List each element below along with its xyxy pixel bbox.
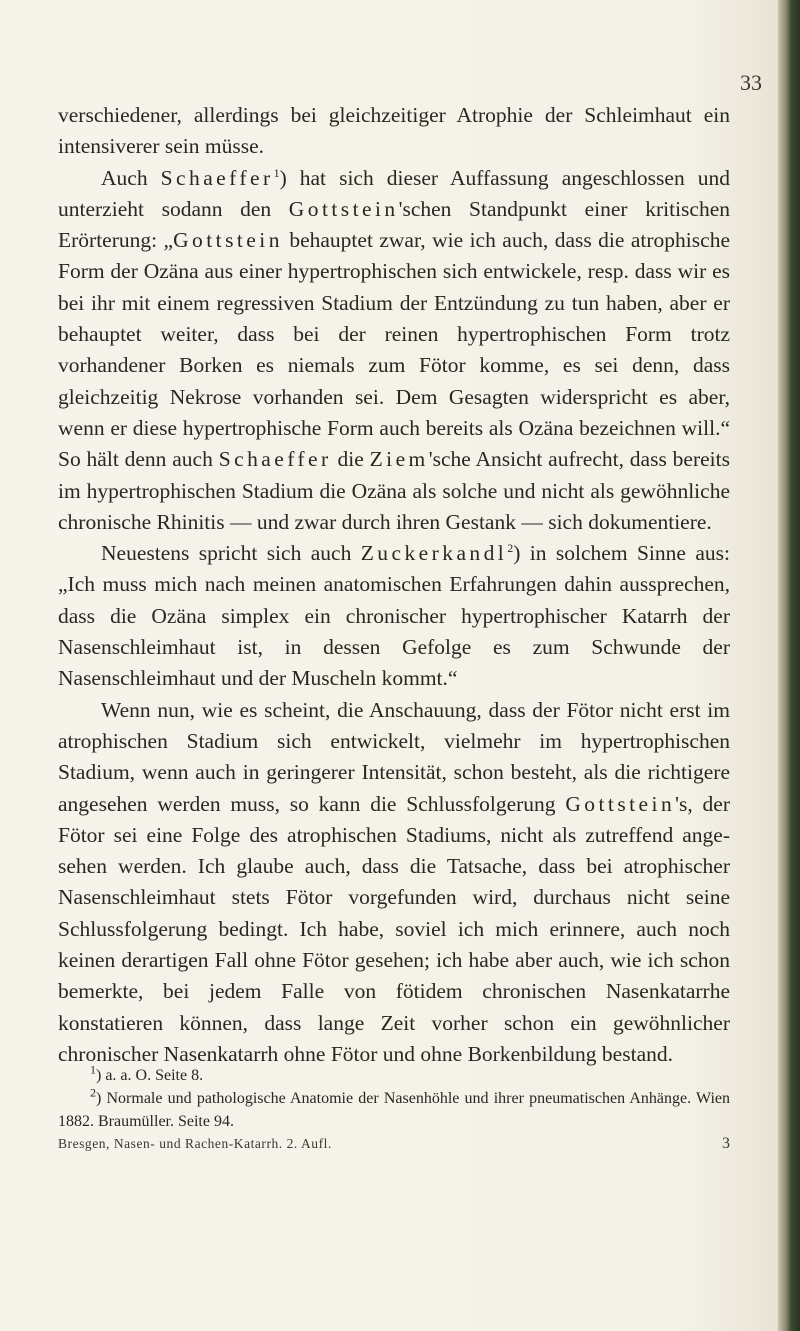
author-name-schaeffer: Schaeffer	[160, 165, 274, 190]
footnote-text: ) a. a. O. Seite 8.	[96, 1067, 204, 1084]
text-run: Neuestens spricht sich auch	[101, 541, 361, 566]
author-name-schaeffer: Schaeffer	[218, 447, 332, 472]
footnote-ref-2: 2	[507, 541, 514, 555]
footnote-ref-1: 1	[273, 165, 280, 180]
text-run: 'schen Standpunkt einer kritischen Erörterung: „	[58, 196, 730, 253]
text-run: Wenn nun, wie es scheint, die Anschauung, dass der Fötor nicht erst im atrophischen Stadium sich entwickelt, vielmehr im hypertrophischen Stadium, wenn auch in geringerer Intensität, schon besteht, als die richtigere angesehen werden muss, so kann die Schlussfolgerung	[58, 697, 730, 816]
footnote-text: ) Normale und pathologische Anatomie der Nasenhöhle und ihrer pneumatischen Anhänge. Wien 1882. Braumüller. Seite 94.	[58, 1090, 730, 1130]
author-name-gottstein: Gottstein	[173, 228, 283, 253]
text-run: ) in solchem Sinne aus: „Ich muss mich nach meinen anatomischen Erfahrungen dahin aussprechen, dass die Ozäna simplex ein chronischer hypertrophischer Katarrh der Nasenschleimhaut ist, in dessen Gefolge es zum Schwunde der Nasenschleimhaut und der Muscheln kommt.“	[58, 541, 730, 691]
author-name-gottstein: Gottstein	[565, 791, 676, 816]
text-run: behauptet zwar, wie ich auch, dass die atrophische Form der Ozäna aus einer hypertrophischen sich entwickele, resp. dass wir es bei ihr mit einem regressiven Stadium der Entzündung zu tun haben, aber er behauptet weiter, dass bei der reinen hypertrophischen Form trotz vorhandener Borken es niemals zum Fötor komme, es sei denn, dass gleichzeitig Nekrose vorhanden sei. Dem Gesagten widerspricht es aber, wenn er diese hypertrophische Form auch bereits als Ozäna bezeichnen will.“ So hält denn auch	[58, 228, 730, 472]
signature-mark: 3	[722, 1135, 730, 1152]
paragraph-continued: verschiedener, allerdings bei gleichzeitiger Atrophie der Schleimhaut ein intensiverer sein müsse.	[58, 103, 730, 159]
text-run: 's, der Fötor sei eine Folge des atrophischen Stadiums, nicht als zutreffend angesehen werden. Ich glaube auch, dass die Tatsache, dass bei atrophischer Nasenschleimhaut stets Fötor vorgefunden wird, durchaus nicht seine Schlussfolgerung bedingt. Ich habe, soviel ich mich erinnere, auch noch keinen derartigen Fall ohne Fötor gesehen; ich habe aber auch, wie ich schon bemerkte, bei jedem Falle von fötidem chronischen Nasenkatarrhe konstatieren können, dass lange Zeit vorher schon ein gewöhnlicher chronischer Nasenkatarrh ohne Fötor und ohne Borkenbildung bestand.	[58, 791, 730, 1066]
paragraph-schaeffer	[58, 163, 730, 539]
author-name-zuckerkandl: Zuckerkandl	[360, 541, 508, 566]
main-text-block	[58, 100, 730, 1070]
text-run: ) hat sich dieser Auffassung angeschlossen und unterzieht sodann den	[58, 165, 731, 221]
footnote-mark-2: 2	[90, 1085, 96, 1100]
author-name-ziem: Ziem	[369, 447, 429, 472]
signature-title: Bresgen, Nasen- und Rachen-Katarrh. 2. Aufl.	[58, 1136, 332, 1151]
paragraph-conclusion	[58, 695, 730, 1071]
author-name-gottstein: Gottstein	[288, 196, 399, 221]
footnote-mark-1: 1	[90, 1062, 96, 1077]
footnotes-block	[58, 1064, 730, 1133]
text-run: Auch	[101, 165, 161, 190]
text-run: 'sche Ansicht aufrecht, dass bereits im hypertrophischen Stadium die Ozäna als solche und nicht als gewöhnliche chronische Rhinitis — und zwar durch ihren Gestank — sich dokumentiere.	[58, 447, 730, 534]
footnote-2	[58, 1087, 730, 1133]
book-spine-edge	[778, 0, 800, 1331]
printer-signature-line	[58, 1134, 730, 1154]
text-run: die	[331, 447, 370, 472]
page-number: 33	[740, 70, 762, 95]
footnote-1	[58, 1064, 730, 1087]
paragraph-zuckerkandl	[58, 538, 730, 694]
